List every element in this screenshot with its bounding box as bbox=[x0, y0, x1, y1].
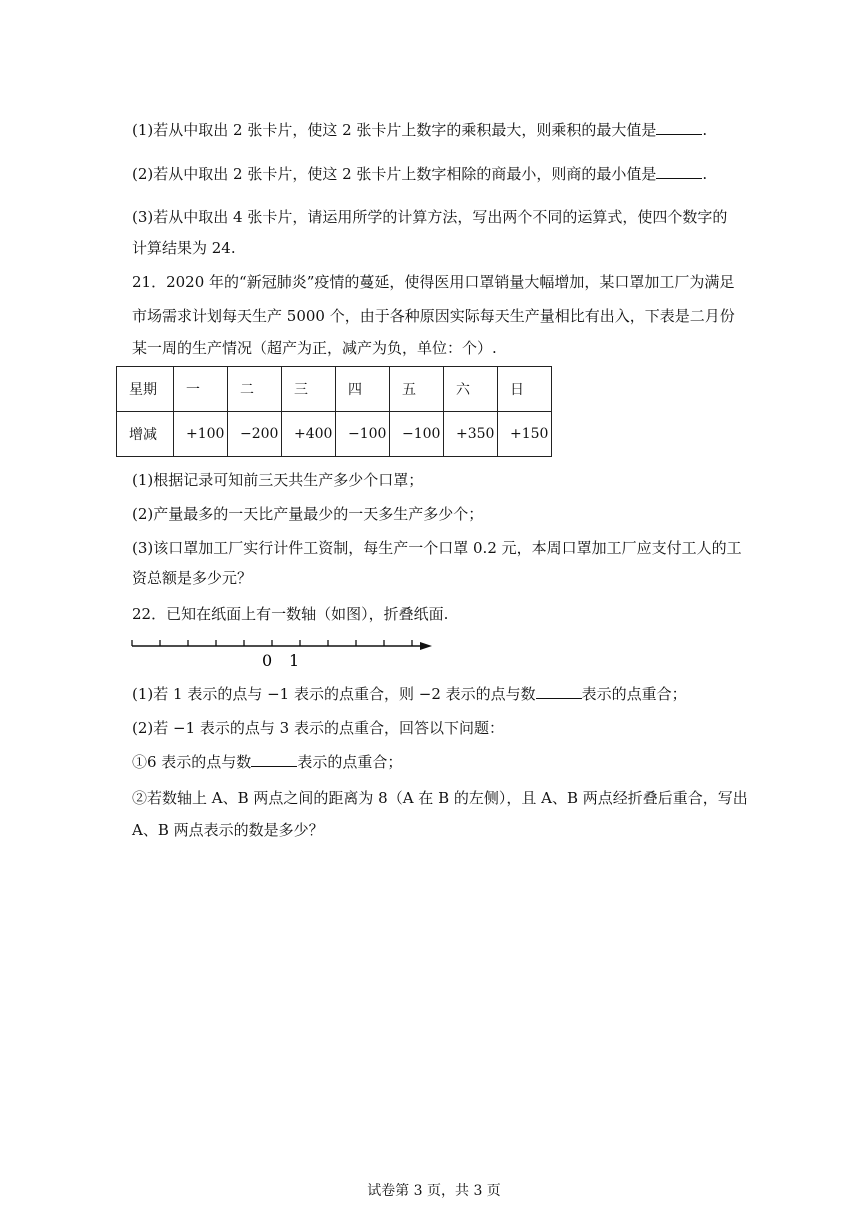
q21-sub2: (2)产量最多的一天比产量最少的一天多生产多少个； bbox=[132, 505, 484, 523]
q22-stem: 22．已知在纸面上有一数轴（如图），折叠纸面. bbox=[132, 605, 449, 623]
table-header-cell: 三 bbox=[282, 367, 336, 412]
q22-sub2: (2)若 −1 表示的点与 3 表示的点重合，回答以下问题： bbox=[132, 719, 504, 737]
table-cell: 增减 bbox=[117, 412, 174, 457]
answer-blank bbox=[536, 684, 582, 699]
number-line-figure bbox=[128, 634, 438, 674]
table-cell: −100 bbox=[336, 412, 390, 457]
production-table bbox=[116, 366, 552, 457]
q21-line1: 21．2020 年的“新冠肺炎”疫情的蔓延，使得医用口罩销量大幅增加，某口罩加工厂为满足 bbox=[132, 273, 735, 291]
q22-sub2a: ①6 表示的点与数 表示的点重合； bbox=[132, 753, 403, 771]
q20-part3-line2: 计算结果为 24. bbox=[132, 239, 236, 257]
table-header-cell: 星期 bbox=[117, 367, 174, 412]
axis-label-1: 1 bbox=[289, 651, 300, 670]
q20-part2: (2)若从中取出 2 张卡片，使这 2 张卡片上数字相除的商最小，则商的最小值是 . bbox=[132, 165, 708, 183]
answer-blank bbox=[251, 752, 297, 767]
q22-sub1: (1)若 1 表示的点与 −1 表示的点重合，则 −2 表示的点与数 表示的点重合； bbox=[132, 685, 687, 703]
table-cell: −100 bbox=[390, 412, 444, 457]
q21-sub3-line1: (3)该口罩加工厂实行计件工资制，每生产一个口罩 0.2 元，本周口罩加工厂应支付工人的工 bbox=[132, 539, 742, 557]
number-line-arrow bbox=[420, 642, 432, 650]
q22-sub2b-line2: A、B 两点表示的数是多少？ bbox=[132, 821, 324, 839]
q21-sub3-line2: 资总额是多少元？ bbox=[132, 569, 253, 587]
table-cell: +400 bbox=[282, 412, 336, 457]
table-cell: +100 bbox=[174, 412, 228, 457]
page-footer: 试卷第 3 页，共 3 页 bbox=[367, 1183, 501, 1199]
table-row bbox=[117, 367, 552, 412]
axis-label-0: 0 bbox=[262, 651, 273, 670]
answer-blank bbox=[656, 164, 702, 179]
table-header-cell: 六 bbox=[444, 367, 498, 412]
table-cell: +350 bbox=[444, 412, 498, 457]
table-header-cell: 日 bbox=[498, 367, 552, 412]
q20-part3-line1: (3)若从中取出 4 张卡片，请运用所学的计算方法，写出两个不同的运算式，使四个数字的 bbox=[132, 208, 728, 226]
table-header-cell: 一 bbox=[174, 367, 228, 412]
q21-line2: 市场需求计划每天生产 5000 个，由于各种原因实际每天生产量相比有出入，下表是二月份 bbox=[132, 307, 735, 325]
table-header-cell: 五 bbox=[390, 367, 444, 412]
table-cell: +150 bbox=[498, 412, 552, 457]
table-header-cell: 二 bbox=[228, 367, 282, 412]
answer-blank bbox=[656, 120, 702, 135]
table-cell: −200 bbox=[228, 412, 282, 457]
table-header-cell: 四 bbox=[336, 367, 390, 412]
q21-line3: 某一周的生产情况（超产为正，减产为负，单位：个）. bbox=[132, 339, 497, 357]
q20-part1: (1)若从中取出 2 张卡片，使这 2 张卡片上数字的乘积最大，则乘积的最大值是 . bbox=[132, 121, 708, 139]
number-line-ticks bbox=[132, 640, 412, 646]
q21-sub1: (1)根据记录可知前三天共生产多少个口罩； bbox=[132, 471, 424, 489]
q22-sub2b-line1: ②若数轴上 A、B 两点之间的距离为 8（A 在 B 的左侧），且 A、B 两点经折叠后重合，写出 bbox=[132, 789, 748, 807]
table-row bbox=[117, 412, 552, 457]
